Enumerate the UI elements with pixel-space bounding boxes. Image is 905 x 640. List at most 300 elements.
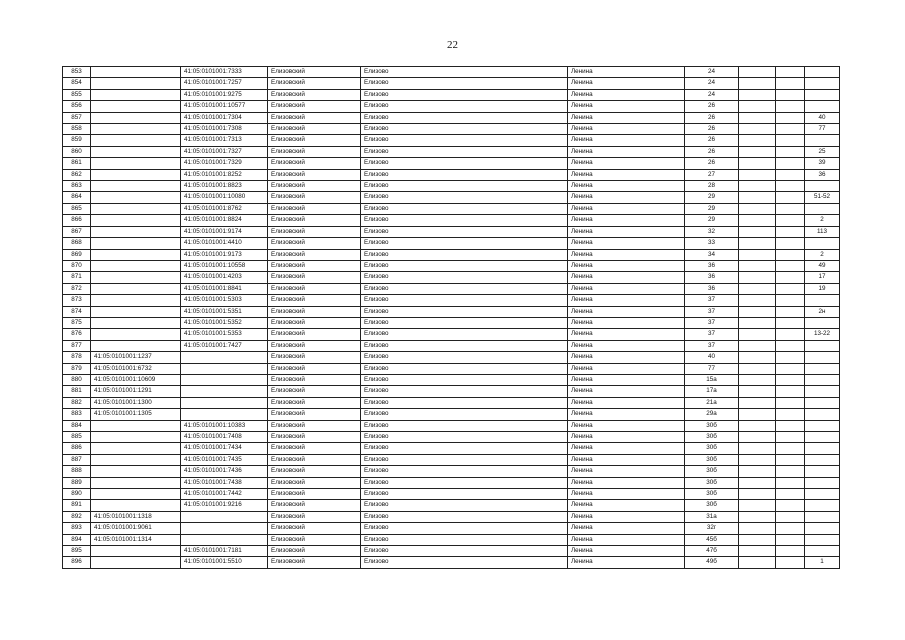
street-cell: Ленина xyxy=(568,124,685,135)
building-cell xyxy=(739,158,776,169)
structure-cell xyxy=(776,500,805,511)
cadastral-number-premises-cell: 41:05:0101001:7438 xyxy=(181,477,268,488)
street-cell: Ленина xyxy=(568,192,685,203)
house-cell: 28 xyxy=(685,181,739,192)
building-cell xyxy=(739,477,776,488)
street-cell: Ленина xyxy=(568,329,685,340)
cadastral-number-premises-cell: 41:05:0101001:7435 xyxy=(181,454,268,465)
cadastral-number-land-cell xyxy=(91,238,181,249)
settlement-cell: Елизово xyxy=(361,317,568,328)
street-cell: Ленина xyxy=(568,409,685,420)
building-cell xyxy=(739,146,776,157)
house-cell: 37 xyxy=(685,306,739,317)
structure-cell xyxy=(776,432,805,443)
settlement-cell: Елизово xyxy=(361,374,568,385)
apartment-cell xyxy=(805,135,840,146)
building-cell xyxy=(739,386,776,397)
structure-cell xyxy=(776,192,805,203)
street-cell: Ленина xyxy=(568,489,685,500)
building-cell xyxy=(739,181,776,192)
row-number-cell: 884 xyxy=(63,420,91,431)
apartment-cell xyxy=(805,67,840,78)
street-cell: Ленина xyxy=(568,158,685,169)
cadastral-number-premises-cell: 41:05:0101001:7436 xyxy=(181,466,268,477)
cadastral-number-premises-cell: 41:05:0101001:5510 xyxy=(181,557,268,568)
building-cell xyxy=(739,454,776,465)
settlement-cell: Елизово xyxy=(361,169,568,180)
settlement-cell: Елизово xyxy=(361,397,568,408)
cadastral-number-land-cell xyxy=(91,432,181,443)
cadastral-number-land-cell xyxy=(91,215,181,226)
cadastral-number-premises-cell: 41:05:0101001:5351 xyxy=(181,306,268,317)
table-row xyxy=(63,135,840,146)
settlement-cell: Елизово xyxy=(361,215,568,226)
apartment-cell xyxy=(805,397,840,408)
row-number-cell: 858 xyxy=(63,124,91,135)
house-cell: 26 xyxy=(685,124,739,135)
structure-cell xyxy=(776,374,805,385)
district-cell: Елизовский xyxy=(268,363,361,374)
structure-cell xyxy=(776,340,805,351)
district-cell: Елизовский xyxy=(268,534,361,545)
district-cell: Елизовский xyxy=(268,260,361,271)
district-cell: Елизовский xyxy=(268,489,361,500)
structure-cell xyxy=(776,511,805,522)
house-cell: 24 xyxy=(685,78,739,89)
table-row xyxy=(63,317,840,328)
page-number: 22 xyxy=(447,39,458,51)
cadastral-number-land-cell xyxy=(91,146,181,157)
street-cell: Ленина xyxy=(568,169,685,180)
cadastral-number-land-cell xyxy=(91,443,181,454)
cadastral-number-land-cell xyxy=(91,101,181,112)
structure-cell xyxy=(776,238,805,249)
settlement-cell: Елизово xyxy=(361,283,568,294)
apartment-cell xyxy=(805,466,840,477)
structure-cell xyxy=(776,523,805,534)
cadastral-number-land-cell xyxy=(91,420,181,431)
cadastral-number-premises-cell: 41:05:0101001:7408 xyxy=(181,432,268,443)
street-cell: Ленина xyxy=(568,466,685,477)
row-number-cell: 889 xyxy=(63,477,91,488)
apartment-cell: 1 xyxy=(805,557,840,568)
district-cell: Елизовский xyxy=(268,500,361,511)
house-cell: 29 xyxy=(685,203,739,214)
table-row xyxy=(63,329,840,340)
row-number-cell: 854 xyxy=(63,78,91,89)
building-cell xyxy=(739,203,776,214)
apartment-cell xyxy=(805,443,840,454)
house-cell: 30б xyxy=(685,454,739,465)
building-cell xyxy=(739,511,776,522)
structure-cell xyxy=(776,249,805,260)
cadastral-number-premises-cell xyxy=(181,363,268,374)
building-cell xyxy=(739,124,776,135)
cadastral-number-land-cell: 41:05:0101001:1237 xyxy=(91,352,181,363)
cadastral-number-land-cell xyxy=(91,283,181,294)
house-cell: 29 xyxy=(685,192,739,203)
structure-cell xyxy=(776,534,805,545)
table-row xyxy=(63,420,840,431)
cadastral-number-land-cell xyxy=(91,226,181,237)
apartment-cell xyxy=(805,89,840,100)
row-number-cell: 887 xyxy=(63,454,91,465)
structure-cell xyxy=(776,386,805,397)
house-cell: 17а xyxy=(685,386,739,397)
house-cell: 32 xyxy=(685,226,739,237)
table-row xyxy=(63,477,840,488)
district-cell: Елизовский xyxy=(268,238,361,249)
cadastral-number-land-cell xyxy=(91,500,181,511)
row-number-cell: 878 xyxy=(63,352,91,363)
building-cell xyxy=(739,89,776,100)
cadastral-number-premises-cell xyxy=(181,523,268,534)
building-cell xyxy=(739,352,776,363)
table-row xyxy=(63,169,840,180)
table-row xyxy=(63,489,840,500)
table-row xyxy=(63,397,840,408)
cadastral-number-land-cell xyxy=(91,169,181,180)
structure-cell xyxy=(776,124,805,135)
cadastral-number-premises-cell: 41:05:0101001:9173 xyxy=(181,249,268,260)
cadastral-number-land-cell xyxy=(91,546,181,557)
row-number-cell: 857 xyxy=(63,112,91,123)
building-cell xyxy=(739,226,776,237)
building-cell xyxy=(739,397,776,408)
table-row xyxy=(63,181,840,192)
street-cell: Ленина xyxy=(568,523,685,534)
district-cell: Елизовский xyxy=(268,432,361,443)
building-cell xyxy=(739,500,776,511)
row-number-cell: 875 xyxy=(63,317,91,328)
settlement-cell: Елизово xyxy=(361,67,568,78)
structure-cell xyxy=(776,67,805,78)
row-number-cell: 885 xyxy=(63,432,91,443)
street-cell: Ленина xyxy=(568,420,685,431)
cadastral-number-land-cell xyxy=(91,317,181,328)
district-cell: Елизовский xyxy=(268,158,361,169)
street-cell: Ленина xyxy=(568,352,685,363)
house-cell: 36 xyxy=(685,283,739,294)
cadastral-number-premises-cell: 41:05:0101001:8762 xyxy=(181,203,268,214)
street-cell: Ленина xyxy=(568,340,685,351)
district-cell: Елизовский xyxy=(268,409,361,420)
settlement-cell: Елизово xyxy=(361,306,568,317)
building-cell xyxy=(739,169,776,180)
apartment-cell: 39 xyxy=(805,158,840,169)
apartment-cell xyxy=(805,203,840,214)
cadastral-number-premises-cell: 41:05:0101001:8841 xyxy=(181,283,268,294)
house-cell: 31а xyxy=(685,511,739,522)
settlement-cell: Елизово xyxy=(361,203,568,214)
cadastral-number-premises-cell xyxy=(181,397,268,408)
cadastral-number-land-cell: 41:05:0101001:9061 xyxy=(91,523,181,534)
house-cell: 30б xyxy=(685,432,739,443)
apartment-cell xyxy=(805,523,840,534)
cadastral-number-premises-cell xyxy=(181,511,268,522)
district-cell: Елизовский xyxy=(268,443,361,454)
street-cell: Ленина xyxy=(568,306,685,317)
apartment-cell: 77 xyxy=(805,124,840,135)
building-cell xyxy=(739,409,776,420)
cadastral-number-premises-cell: 41:05:0101001:7329 xyxy=(181,158,268,169)
apartment-cell xyxy=(805,317,840,328)
cadastral-number-land-cell xyxy=(91,78,181,89)
table-row xyxy=(63,203,840,214)
house-cell: 29а xyxy=(685,409,739,420)
house-cell: 37 xyxy=(685,329,739,340)
cadastral-number-land-cell: 41:05:0101001:1291 xyxy=(91,386,181,397)
building-cell xyxy=(739,546,776,557)
cadastral-number-premises-cell: 41:05:0101001:10383 xyxy=(181,420,268,431)
house-cell: 30б xyxy=(685,500,739,511)
row-number-cell: 855 xyxy=(63,89,91,100)
cadastral-number-premises-cell: 41:05:0101001:4410 xyxy=(181,238,268,249)
cadastral-number-premises-cell: 41:05:0101001:10577 xyxy=(181,101,268,112)
settlement-cell: Елизово xyxy=(361,409,568,420)
row-number-cell: 856 xyxy=(63,101,91,112)
row-number-cell: 891 xyxy=(63,500,91,511)
street-cell: Ленина xyxy=(568,89,685,100)
street-cell: Ленина xyxy=(568,78,685,89)
district-cell: Елизовский xyxy=(268,557,361,568)
cadastral-number-premises-cell: 41:05:0101001:7434 xyxy=(181,443,268,454)
house-cell: 49б xyxy=(685,557,739,568)
district-cell: Елизовский xyxy=(268,477,361,488)
cadastral-number-premises-cell xyxy=(181,374,268,385)
street-cell: Ленина xyxy=(568,397,685,408)
street-cell: Ленина xyxy=(568,249,685,260)
table-row xyxy=(63,67,840,78)
house-cell: 27 xyxy=(685,169,739,180)
street-cell: Ленина xyxy=(568,432,685,443)
row-number-cell: 861 xyxy=(63,158,91,169)
apartment-cell: 13-22 xyxy=(805,329,840,340)
building-cell xyxy=(739,135,776,146)
street-cell: Ленина xyxy=(568,101,685,112)
row-number-cell: 893 xyxy=(63,523,91,534)
street-cell: Ленина xyxy=(568,317,685,328)
structure-cell xyxy=(776,215,805,226)
settlement-cell: Елизово xyxy=(361,272,568,283)
street-cell: Ленина xyxy=(568,146,685,157)
settlement-cell: Елизово xyxy=(361,249,568,260)
building-cell xyxy=(739,249,776,260)
house-cell: 40 xyxy=(685,352,739,363)
house-cell: 30б xyxy=(685,443,739,454)
apartment-cell xyxy=(805,500,840,511)
structure-cell xyxy=(776,283,805,294)
district-cell: Елизовский xyxy=(268,215,361,226)
street-cell: Ленина xyxy=(568,534,685,545)
street-cell: Ленина xyxy=(568,374,685,385)
settlement-cell: Елизово xyxy=(361,112,568,123)
apartment-cell xyxy=(805,340,840,351)
structure-cell xyxy=(776,546,805,557)
district-cell: Елизовский xyxy=(268,454,361,465)
building-cell xyxy=(739,78,776,89)
apartment-cell: 2 xyxy=(805,215,840,226)
structure-cell xyxy=(776,146,805,157)
street-cell: Ленина xyxy=(568,260,685,271)
building-cell xyxy=(739,557,776,568)
cadastral-number-land-cell: 41:05:0101001:1300 xyxy=(91,397,181,408)
house-cell: 33 xyxy=(685,238,739,249)
structure-cell xyxy=(776,101,805,112)
street-cell: Ленина xyxy=(568,454,685,465)
house-cell: 36 xyxy=(685,260,739,271)
building-cell xyxy=(739,534,776,545)
building-cell xyxy=(739,523,776,534)
table-row xyxy=(63,557,840,568)
building-cell xyxy=(739,238,776,249)
structure-cell xyxy=(776,203,805,214)
house-cell: 24 xyxy=(685,67,739,78)
row-number-cell: 886 xyxy=(63,443,91,454)
row-number-cell: 866 xyxy=(63,215,91,226)
row-number-cell: 870 xyxy=(63,260,91,271)
building-cell xyxy=(739,363,776,374)
settlement-cell: Елизово xyxy=(361,192,568,203)
settlement-cell: Елизово xyxy=(361,181,568,192)
apartment-cell: 19 xyxy=(805,283,840,294)
cadastral-number-premises-cell xyxy=(181,386,268,397)
row-number-cell: 876 xyxy=(63,329,91,340)
house-cell: 26 xyxy=(685,112,739,123)
street-cell: Ленина xyxy=(568,511,685,522)
building-cell xyxy=(739,340,776,351)
street-cell: Ленина xyxy=(568,477,685,488)
table-row xyxy=(63,226,840,237)
cadastral-number-land-cell xyxy=(91,124,181,135)
building-cell xyxy=(739,432,776,443)
cadastral-number-premises-cell: 41:05:0101001:5303 xyxy=(181,295,268,306)
row-number-cell: 859 xyxy=(63,135,91,146)
table-row xyxy=(63,523,840,534)
table-row xyxy=(63,363,840,374)
cadastral-number-land-cell xyxy=(91,181,181,192)
cadastral-number-land-cell xyxy=(91,67,181,78)
building-cell xyxy=(739,374,776,385)
cadastral-number-premises-cell: 41:05:0101001:7442 xyxy=(181,489,268,500)
table-row xyxy=(63,260,840,271)
house-cell: 26 xyxy=(685,146,739,157)
structure-cell xyxy=(776,557,805,568)
table-row xyxy=(63,272,840,283)
table-row xyxy=(63,306,840,317)
table-row xyxy=(63,374,840,385)
structure-cell xyxy=(776,409,805,420)
apartment-cell xyxy=(805,409,840,420)
settlement-cell: Елизово xyxy=(361,534,568,545)
cadastral-number-land-cell xyxy=(91,454,181,465)
cadastral-number-land-cell xyxy=(91,249,181,260)
structure-cell xyxy=(776,443,805,454)
structure-cell xyxy=(776,158,805,169)
settlement-cell: Елизово xyxy=(361,340,568,351)
row-number-cell: 888 xyxy=(63,466,91,477)
district-cell: Елизовский xyxy=(268,169,361,180)
district-cell: Елизовский xyxy=(268,249,361,260)
cadastral-number-land-cell xyxy=(91,340,181,351)
settlement-cell: Елизово xyxy=(361,135,568,146)
settlement-cell: Елизово xyxy=(361,546,568,557)
row-number-cell: 863 xyxy=(63,181,91,192)
structure-cell xyxy=(776,420,805,431)
row-number-cell: 896 xyxy=(63,557,91,568)
street-cell: Ленина xyxy=(568,557,685,568)
cadastral-number-premises-cell: 41:05:0101001:5352 xyxy=(181,317,268,328)
row-number-cell: 862 xyxy=(63,169,91,180)
district-cell: Елизовский xyxy=(268,89,361,100)
table-row xyxy=(63,192,840,203)
cadastral-number-premises-cell: 41:05:0101001:8823 xyxy=(181,181,268,192)
row-number-cell: 874 xyxy=(63,306,91,317)
street-cell: Ленина xyxy=(568,295,685,306)
apartment-cell xyxy=(805,363,840,374)
house-cell: 26 xyxy=(685,101,739,112)
house-cell: 37 xyxy=(685,340,739,351)
cadastral-number-land-cell xyxy=(91,192,181,203)
building-cell xyxy=(739,420,776,431)
district-cell: Елизовский xyxy=(268,295,361,306)
apartment-cell xyxy=(805,511,840,522)
apartment-cell xyxy=(805,489,840,500)
cadastral-number-land-cell: 41:05:0101001:6732 xyxy=(91,363,181,374)
cadastral-number-premises-cell: 41:05:0101001:10558 xyxy=(181,260,268,271)
apartment-cell: 36 xyxy=(805,169,840,180)
house-cell: 15а xyxy=(685,374,739,385)
settlement-cell: Елизово xyxy=(361,386,568,397)
house-cell: 30б xyxy=(685,489,739,500)
cadastral-number-premises-cell: 41:05:0101001:7327 xyxy=(181,146,268,157)
cadastral-number-premises-cell: 41:05:0101001:4203 xyxy=(181,272,268,283)
settlement-cell: Елизово xyxy=(361,124,568,135)
cadastral-number-premises-cell: 41:05:0101001:9174 xyxy=(181,226,268,237)
settlement-cell: Елизово xyxy=(361,500,568,511)
cadastral-number-land-cell xyxy=(91,466,181,477)
structure-cell xyxy=(776,226,805,237)
district-cell: Елизовский xyxy=(268,511,361,522)
apartment-cell: 49 xyxy=(805,260,840,271)
row-number-cell: 890 xyxy=(63,489,91,500)
row-number-cell: 881 xyxy=(63,386,91,397)
structure-cell xyxy=(776,181,805,192)
structure-cell xyxy=(776,295,805,306)
district-cell: Елизовский xyxy=(268,466,361,477)
building-cell xyxy=(739,192,776,203)
district-cell: Елизовский xyxy=(268,317,361,328)
street-cell: Ленина xyxy=(568,272,685,283)
structure-cell xyxy=(776,352,805,363)
house-cell: 30б xyxy=(685,420,739,431)
row-number-cell: 860 xyxy=(63,146,91,157)
house-cell: 26 xyxy=(685,135,739,146)
apartment-cell: 113 xyxy=(805,226,840,237)
street-cell: Ленина xyxy=(568,135,685,146)
table-row xyxy=(63,78,840,89)
structure-cell xyxy=(776,317,805,328)
apartment-cell xyxy=(805,420,840,431)
district-cell: Елизовский xyxy=(268,306,361,317)
district-cell: Елизовский xyxy=(268,124,361,135)
cadastral-number-premises-cell: 41:05:0101001:7308 xyxy=(181,124,268,135)
cadastral-number-land-cell xyxy=(91,306,181,317)
row-number-cell: 894 xyxy=(63,534,91,545)
register-table xyxy=(62,66,840,569)
settlement-cell: Елизово xyxy=(361,101,568,112)
district-cell: Елизовский xyxy=(268,397,361,408)
